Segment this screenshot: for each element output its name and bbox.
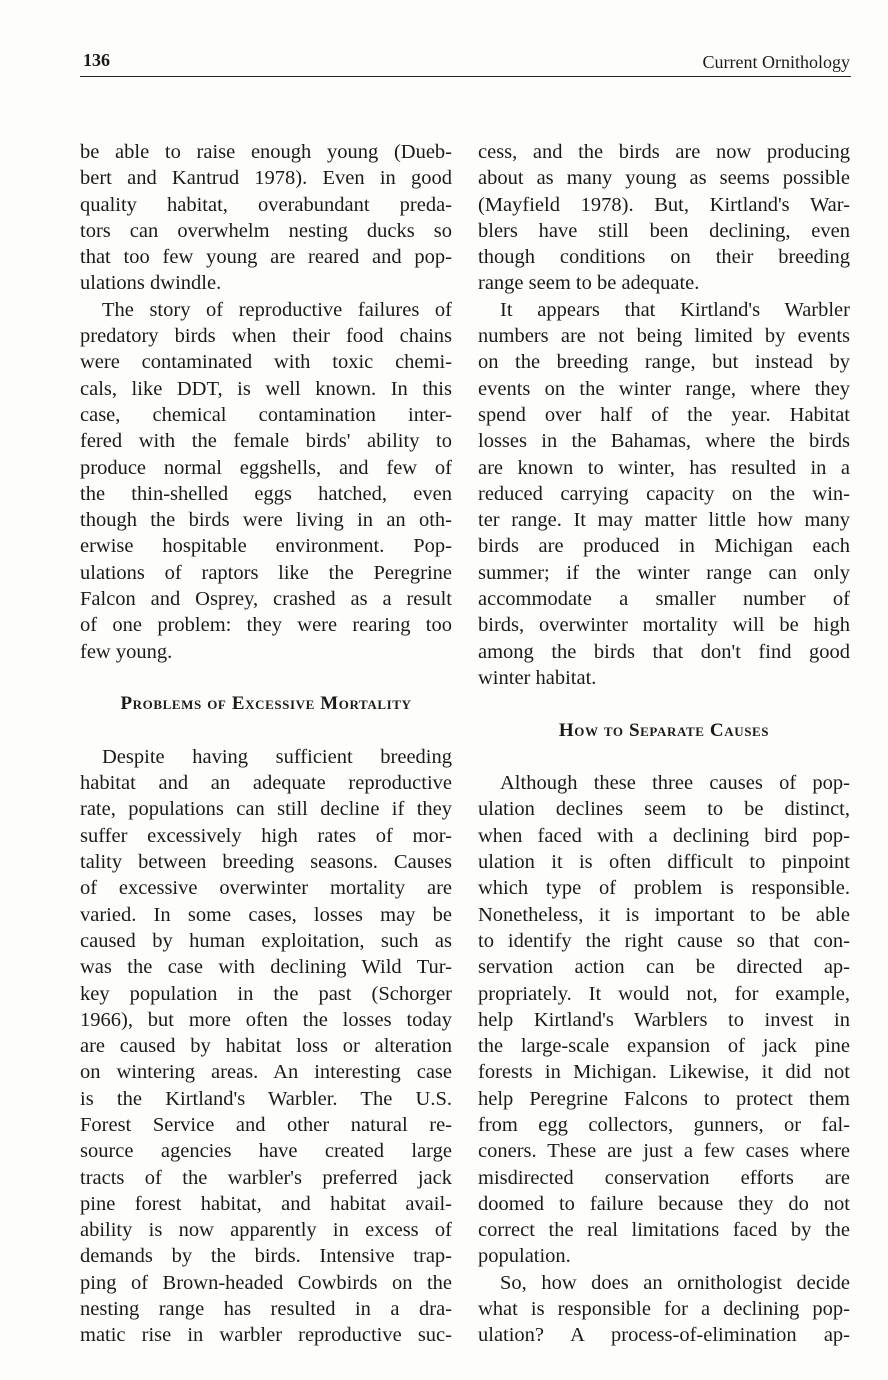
text-line: demands by the birds. Intensive trap- — [80, 1245, 452, 1268]
text-line: bert and Kantrud 1978). Even in good — [80, 167, 452, 190]
text-line: tors can overwhelm nesting ducks so — [80, 219, 452, 242]
text-line: Nonetheless, it is important to be able — [478, 903, 850, 926]
text-line: be able to raise enough young (Dueb- — [80, 141, 452, 163]
text-line: ter range. It may matter little how many — [478, 509, 850, 532]
text-line: few young. — [80, 640, 173, 663]
text-line: to identify the right cause so that con- — [478, 929, 850, 952]
text-line: losses in the Bahamas, where the birds — [478, 430, 850, 453]
text-line: ulation it is often difficult to pinpoint — [478, 851, 850, 874]
text-line: 1966), but more often the losses today — [80, 1008, 452, 1031]
text-line: misdirected conservation efforts are — [478, 1166, 850, 1189]
text-line: are caused by habitat loss or alteration — [80, 1035, 452, 1058]
text-line: help Peregrine Falcons to protect them — [478, 1087, 850, 1110]
text-line: was the case with declining Wild Tur- — [80, 956, 452, 979]
text-line: rate, populations can still decline if they — [80, 798, 452, 821]
text-line: produce normal eggshells, and few of — [80, 456, 452, 479]
text-line: It appears that Kirtland's Warbler — [500, 298, 850, 321]
text-line: accommodate a smaller number of — [478, 588, 850, 611]
text-line: what is responsible for a declining pop- — [478, 1298, 850, 1321]
text-line: range seem to be adequate. — [478, 272, 700, 295]
paragraph — [478, 139, 850, 297]
text-line: forests in Michigan. Likewise, it did not — [478, 1061, 850, 1084]
text-line: varied. In some cases, losses may be — [80, 903, 452, 926]
text-line: summer; if the winter range can only — [478, 561, 850, 584]
paragraph — [80, 139, 452, 297]
text-line: nesting range has resulted in a dra- — [80, 1298, 452, 1321]
text-line: Although these three causes of pop- — [500, 772, 850, 795]
paragraph — [478, 770, 850, 1270]
text-line: key population in the past (Schorger — [80, 982, 452, 1005]
text-line: (Mayfield 1978). But, Kirtland's War- — [478, 193, 850, 216]
text-line: birds are produced in Michigan each — [478, 535, 850, 558]
text-line: of one problem: they were rearing too — [80, 614, 452, 637]
text-line: are known to winter, has resulted in a — [478, 456, 850, 479]
spacer — [478, 691, 850, 717]
header-rule — [80, 76, 851, 77]
text-line: quality habitat, overabundant preda- — [80, 193, 452, 216]
text-line: caused by human exploitation, such as — [80, 929, 452, 952]
text-line: erwise hospitable environment. Pop- — [80, 535, 452, 558]
text-line: which type of problem is responsible. — [478, 877, 850, 900]
text-line: ulation? A process-of-elimination ap- — [478, 1324, 850, 1347]
text-line: on the breeding range, but instead by — [478, 351, 850, 374]
text-line: doomed to failure because they do not — [478, 1192, 850, 1215]
text-line: though conditions on their breeding — [478, 246, 850, 269]
spacer — [80, 718, 452, 744]
page-number: 136 — [83, 50, 110, 70]
paragraph — [80, 297, 452, 665]
text-line: ulations of raptors like the Peregrine — [80, 561, 452, 584]
text-line: Despite having sufficient breeding — [102, 745, 452, 768]
text-line: though the birds were living in an oth- — [80, 509, 452, 532]
text-line: coners. These are just a few cases where — [478, 1140, 850, 1163]
running-title: Current Ornithology — [702, 52, 850, 72]
text-line: correct the real limitations faced by the — [478, 1219, 850, 1242]
paragraph — [478, 297, 850, 691]
text-line: Forest Service and other natural re- — [80, 1113, 452, 1136]
text-line: tality between breeding seasons. Causes — [80, 851, 452, 874]
text-line: about as many young as seems possible — [478, 167, 850, 190]
text-line: birds, overwinter mortality will be high — [478, 614, 850, 637]
text-line: on wintering areas. An interesting case — [80, 1061, 452, 1084]
text-line: matic rise in warbler reproductive suc- — [80, 1324, 452, 1347]
text-line: cals, like DDT, is well known. In this — [80, 377, 452, 400]
text-line: tracts of the warbler's preferred jack — [80, 1166, 452, 1189]
text-line: were contaminated with toxic chemi- — [80, 351, 452, 374]
right-column — [478, 139, 850, 1349]
text-line: propriately. It would not, for example, — [478, 982, 850, 1005]
text-line: among the birds that don't find good — [478, 640, 850, 663]
text-line: winter habitat. — [478, 666, 597, 689]
text-line: predatory birds when their food chains — [80, 325, 452, 348]
text-line: fered with the female birds' ability to — [80, 430, 452, 453]
text-line: reduced carrying capacity on the win- — [478, 482, 850, 505]
text-line: ability is now apparently in excess of — [80, 1219, 452, 1242]
text-line: population. — [478, 1245, 571, 1268]
text-line: The story of reproductive failures of — [102, 298, 452, 321]
text-line: when faced with a declining bird pop- — [478, 824, 850, 847]
text-line: suffer excessively high rates of mor- — [80, 824, 452, 847]
text-line: source agencies have created large — [80, 1140, 452, 1163]
text-line: from egg collectors, gunners, or fal- — [478, 1113, 850, 1136]
text-line: the thin-shelled eggs hatched, even — [80, 482, 452, 505]
text-line: ping of Brown-headed Cowbirds on the — [80, 1271, 452, 1294]
text-line: cess, and the birds are now producing — [478, 141, 850, 163]
text-line: of excessive overwinter mortality are — [80, 877, 452, 900]
left-column — [80, 139, 452, 1349]
text-line: Falcon and Osprey, crashed as a result — [80, 588, 452, 611]
text-line: So, how does an ornithologist decide — [500, 1271, 850, 1294]
paragraph — [80, 744, 452, 1349]
text-line: ulation declines seem to be distinct, — [478, 798, 850, 821]
text-line: blers have still been declining, even — [478, 219, 850, 242]
section-heading: How to Separate Causes — [558, 719, 770, 741]
text-line: pine forest habitat, and habitat avail- — [80, 1192, 452, 1215]
text-line: ulations dwindle. — [80, 272, 222, 295]
text-line: case, chemical contamination inter- — [80, 403, 452, 426]
text-line: that too few young are reared and pop- — [80, 246, 452, 269]
text-line: the large-scale expansion of jack pine — [478, 1035, 850, 1058]
paragraph — [478, 1270, 850, 1349]
text-line: numbers are not being limited by events — [478, 325, 850, 348]
text-line: help Kirtland's Warblers to invest in — [478, 1008, 850, 1031]
section-heading: Problems of Excessive Mortality — [120, 693, 412, 715]
text-line: habitat and an adequate reproductive — [80, 772, 452, 795]
text-line: is the Kirtland's Warbler. The U.S. — [80, 1087, 452, 1110]
text-line: spend over half of the year. Habitat — [478, 403, 850, 426]
text-line: servation action can be directed ap- — [478, 956, 850, 979]
spacer — [80, 665, 452, 691]
spacer — [478, 744, 850, 770]
text-line: events on the winter range, where they — [478, 377, 850, 400]
